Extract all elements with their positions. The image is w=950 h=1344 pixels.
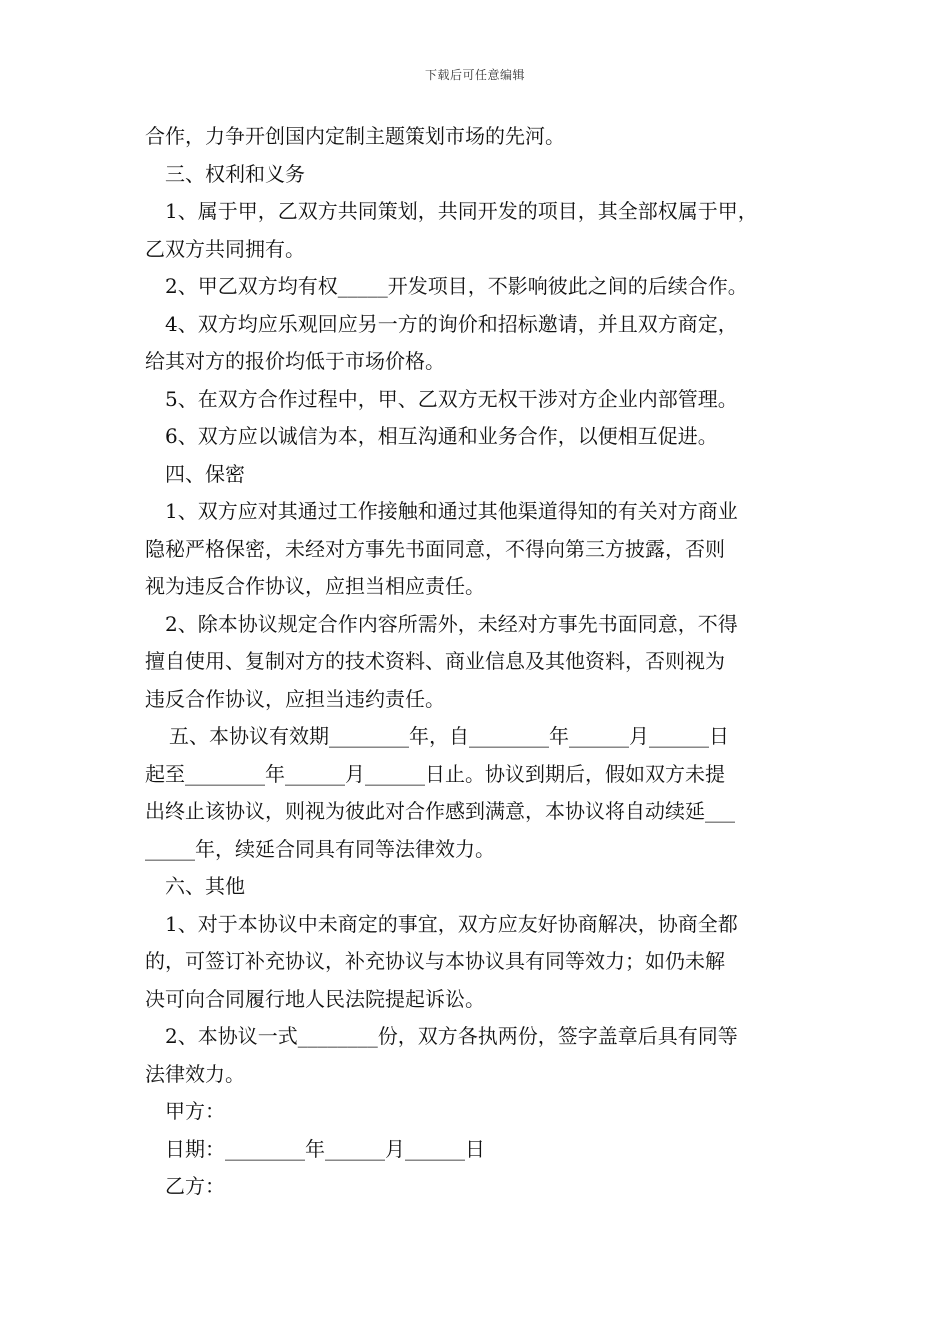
text-line: 2、本协议一式________份，双方各执两份，签字盖章后具有同等 <box>165 1024 738 1048</box>
page-header: 下载后可任意编辑 <box>424 68 525 82</box>
text-line: 1、双方应对其通过工作接触和通过其他渠道得知的有关对方商业 <box>165 499 738 523</box>
signature-label-party-b: 乙方： <box>165 1174 225 1198</box>
signature-label-party-a: 甲方： <box>165 1099 225 1123</box>
text-line: 的，可签订补充协议，补充协议与本协议具有同等效力；如仍未解 <box>145 949 725 973</box>
text-line: 法律效力。 <box>145 1061 245 1086</box>
text-line: 给其对方的报价均低于市场价格。 <box>145 349 445 373</box>
text-line: 隐秘严格保密，未经对方事先书面同意，不得向第三方披露，否则 <box>145 536 725 561</box>
text-line: 1、对于本协议中未商定的事宜，双方应友好协商解决，协商全都 <box>165 911 738 936</box>
text-line: 4、双方均应乐观回应另一方的询价和招标邀请，并且双方商定， <box>165 311 738 336</box>
text-line: 出终止该协议，则视为彼此对合作感到满意，本协议将自动续延___ <box>145 799 735 823</box>
text-line: 起至________年______月______日止。协议到期后，假如双方未提 <box>145 761 725 786</box>
text-line: 视为违反合作协议，应担当相应责任。 <box>145 574 485 598</box>
text-line: 合作，力争开创国内定制主题策划市场的先河。 <box>145 124 565 148</box>
text-line: 2、甲乙双方均有权_____开发项目，不影响彼此之间的后续合作。 <box>165 274 748 298</box>
signature-date: 日期：________年______月______日 <box>165 1136 485 1161</box>
text-line: 擅自使用、复制对方的技术资料、商业信息及其他资料，否则视为 <box>145 649 725 673</box>
text-line: 2、除本协议规定合作内容所需外，未经对方事先书面同意，不得 <box>165 611 738 636</box>
section-heading: 四、保密 <box>165 461 245 486</box>
text-line: 5、在双方合作过程中，甲、乙双方无权干涉对方企业内部管理。 <box>165 386 738 411</box>
text-line: 1、属于甲，乙双方共同策划，共同开发的项目，其全部权属于甲， <box>165 199 758 223</box>
section-heading: 五、本协议有效期________年，自________年______月______日 <box>169 724 729 748</box>
text-line: 乙双方共同拥有。 <box>145 236 305 261</box>
section-heading: 三、权利和义务 <box>165 161 305 186</box>
text-line: 决可向合同履行地人民法院提起诉讼。 <box>145 986 485 1011</box>
text-line: 违反合作协议，应担当违约责任。 <box>145 686 445 711</box>
text-line: 6、双方应以诚信为本，相互沟通和业务合作，以便相互促进。 <box>165 424 718 448</box>
document-body <box>145 118 810 1206</box>
section-heading: 六、其他 <box>165 874 245 898</box>
text-line: _____年，续延合同具有同等法律效力。 <box>145 836 495 861</box>
